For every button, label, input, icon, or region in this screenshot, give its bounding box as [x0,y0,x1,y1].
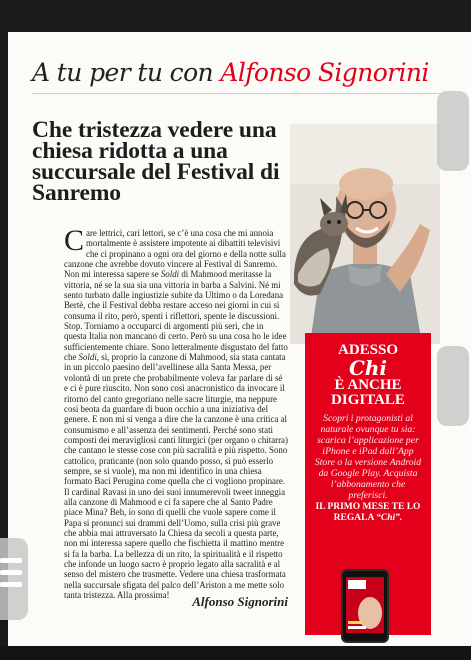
column-kicker [32,58,462,87]
article-text-part-3: , sì, proprio la canzone di Mahmood, sia stata cantata in un piccolo paesino dell’avellinese alla Santa Messa, per volontà di un prete che probabilmente voleva far parlare di sé e ci è pure riuscito. Non sono così anacronistico da invocare il ritorno del canto gregoriano nelle sacre liturgie, ma neppure così beota da guardare di buon occhio a una iniziativa del genere. E non mi si venga a dire che la canzone è una critica al consumismo e all’assenza dei sentimenti. Perché sono stati composti dei meravigliosi canti liturgici (per organo o chitarra) che cantano le stesse cose con più sacralità e più rispetto. Sono cattolico, praticante (non solo quando posso, si può esserlo sempre, se si vuole), ma non mi identifico in una chiesa formato Baci Perugina come quella che ci vogliono propinare. Il cardinal Ravasi in uno dei suoi innumerevoli tweet inneggia alla canzone di Mahmood e ci fa sapere che al Santo Padre piace Mina? Beh, io sono di quelli che vuole sapere come il Papa si pronunci sui drammi dell’Uomo, sulla crisi più grave che abbia mai attraversato la Chiesa da secoli a questa parte, non mi interessa sapere quello che fischietta il mattino mentre si fa la barba. La bellezza di un rito, la spiritualità e il rispetto che infonde un luogo sacro è proprio legato alla sacralità e al senso del mistero che trasmette. Vedere una chiesa trasformata nella succursale sfigata del palco dell’Ariston a me mette solo tanta tristezza. Alla prossima! [64,352,288,601]
magazine-page [8,32,471,646]
author-signature: Alfonso Signorini [192,594,288,609]
drop-cap: C [64,224,85,257]
kicker-divider [32,93,442,94]
article-body [64,224,288,601]
magazine-cover-icon [346,577,384,633]
promo-offer-brand: “Chi”. [376,513,403,523]
kicker-prefix: A tu per tu con [32,58,214,87]
promo-offer [311,502,425,524]
digital-promo-box[interactable] [305,333,431,635]
phone-screen [346,577,384,633]
article-headline: Che tristezza vedere una chiesa ridotta a una succursale del Festival di Sanremo [32,117,280,206]
viewer-bottom-bar [0,646,471,660]
kicker-author-name: Alfonso Signorini [220,58,429,87]
author-with-cat-illustration [290,124,440,344]
promo-headline-1: ADESSO [337,342,399,358]
author-photo [290,124,440,344]
promo-offer-text: IL PRIMO MESE TE LO REGALA [315,502,421,523]
viewer-top-bar [0,0,471,32]
next-page-tab[interactable] [437,346,469,426]
article-text-part-1: are lettrici, cari lettori, se c’è una cosa che mi annoia mortalmente è assistere impotente ai dibattiti televisivi che ci propinano a ogni ora del giorno e della notte sulla canzone che avrebbe dovuto vincere al Festival di Sanremo. Non mi interessa sapere se [64,228,286,280]
promo-headline-2: È ANCHE DIGITALE [331,377,405,408]
phone-icon [341,569,389,643]
promo-brand: Chi [348,356,388,380]
previous-page-tab[interactable] [437,91,469,171]
song-title-1: Soldi [160,269,180,280]
song-title-2: Soldi [78,352,97,363]
menu-tab[interactable] [0,538,28,620]
promo-description: Scopri i protagonisti al naturale ovunque tu sia: scarica l’applicazione per iPhone e iPad dall’App Store o la versione Android da Google Play. Acquista l’abbonamento che preferisci. [314,413,422,501]
menu-icon [0,558,22,594]
article-text-part-2: di Mahmood meritasse la vittoria, né se la sua sia una vittoria in barba a Salvini. Né mi sento turbato dalle ingiustizie subite da Ultimo o da Loredana Bertè, che il Festival debba restare acceso nei giorni in cui si consuma il rito, però, spenti i riflettori, spente le discussioni. Stop. Torniamo a occuparci di argomenti più seri, che in questa Italia non mancano di certo. Però su una cosa ho le idee sufficientemente chiare. Sono letteralmente disgustato del fatto che [64,269,288,363]
